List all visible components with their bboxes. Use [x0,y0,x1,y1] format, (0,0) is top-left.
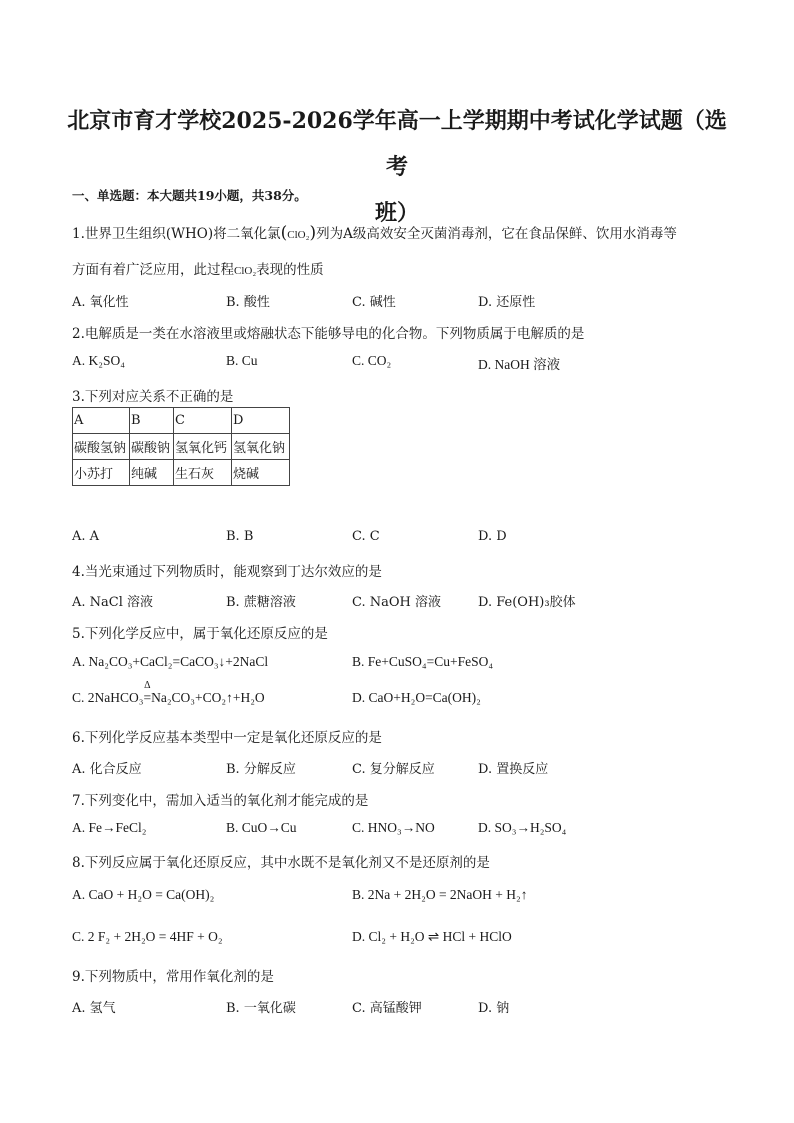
heat-symbol: Δ [144,680,151,691]
q9-option-c: C. 高锰酸钾 [352,1001,422,1016]
table-row [73,434,290,460]
title-line-2: 班） [374,200,419,226]
q6-option-b: B. 分解反应 [226,762,296,777]
question-9-stem: 9.下列物质中，常用作氧化剂的是 [72,969,274,985]
q4-option-c: C. NaOH 溶液 [352,595,442,610]
q7-option-a: A. Fe→FeCl₂ [72,820,147,835]
q4-option-d: D. Fe(OH)₃胶体 [478,595,576,610]
table-cell: 氢氧化钙 [174,434,232,460]
table-cell: D [232,408,290,434]
q3-option-a: A. A [72,529,100,544]
table-cell: B [130,408,174,434]
q5-option-c: C. 2NaHCO₃ Δ =Na₂CO₃+CO₂↑+H₂O [72,680,265,705]
q3-option-d: D. D [478,529,507,544]
question-1-stem: 1.世界卫生组织(WHO)将二氧化氯(ClO₂)列为A级高效安全灭菌消毒剂，它在食品保鲜、饮用水消毒等 [72,223,677,243]
q2-option-b: B. Cu [226,353,258,368]
q2-option-d: D. NaOH 溶液 [478,357,561,372]
question-5-stem: 5.下列化学反应中，属于氧化还原反应的是 [72,626,328,642]
q8-option-d: D. Cl₂ + H₂O ⇌ HCl + HClO [352,929,512,944]
question-3-stem: 3.下列对应关系不正确的是 [72,389,234,405]
table-cell: 生石灰 [174,460,232,486]
table-cell: 烧碱 [232,460,290,486]
section-heading: 一、单选题：本大题共19小题，共38分。 [72,188,307,203]
question-7-stem: 7.下列变化中，需加入适当的氧化剂才能完成的是 [72,793,369,809]
question-8-stem: 8.下列反应属于氧化还原反应，其中水既不是氧化剂又不是还原剂的是 [72,855,490,871]
title-line-1: 北京市育才学校2025-2026学年高一上学期期中考试化学试题（选考 [67,108,727,180]
q8-option-b: B. 2Na + 2H₂O = 2NaOH + H₂↑ [352,887,528,902]
table-cell: 纯碱 [130,460,174,486]
q6-option-c: C. 复分解反应 [352,762,435,777]
q9-option-a: A. 氢气 [72,1001,116,1016]
q2-option-a: A. K₂SO₄ [72,353,125,368]
q1-option-a: A. 氧化性 [72,295,129,310]
q3-option-b: B. B [226,529,254,544]
q5-option-a: A. Na₂CO₃+CaCl₂=CaCO₃↓+2NaCl [72,654,269,669]
question-6-stem: 6.下列化学反应基本类型中一定是氧化还原反应的是 [72,730,382,746]
table-cell: 小苏打 [73,460,130,486]
q4-option-a: A. NaCl 溶液 [72,595,154,610]
q7-option-d: D. SO₃→H₂SO₄ [478,820,567,835]
page-title [60,98,734,236]
q8-option-c: C. 2 F₂ + 2H₂O = 4HF + O₂ [72,929,223,944]
table-cell: 碳酸氢钠 [73,434,130,460]
q8-option-a: A. CaO + H₂O = Ca(OH)₂ [72,887,215,902]
question-3-table [72,407,290,486]
q6-option-d: D. 置换反应 [478,762,549,777]
table-row [73,408,290,434]
q9-option-b: B. 一氧化碳 [226,1001,296,1016]
q1-option-b: B. 酸性 [226,295,270,310]
question-2-stem: 2.电解质是一类在水溶液里或熔融状态下能够导电的化合物。下列物质属于电解质的是 [72,326,585,342]
table-row [73,460,290,486]
q7-option-b: B. CuO→Cu [226,820,297,835]
question-1-stem-line2: 方面有着广泛应用，此过程ClO₂表现的性质 [72,262,324,278]
q3-option-c: C. C [352,529,380,544]
table-cell: 碳酸钠 [130,434,174,460]
q1-option-c: C. 碱性 [352,295,396,310]
question-4-stem: 4.当光束通过下列物质时，能观察到丁达尔效应的是 [72,564,382,580]
q1-option-d: D. 还原性 [478,295,536,310]
q7-option-c: C. HNO₃→NO [352,820,435,835]
q4-option-b: B. 蔗糖溶液 [226,595,296,610]
q5-option-d: D. CaO+H₂O=Ca(OH)₂ [352,690,481,705]
q6-option-a: A. 化合反应 [72,762,142,777]
q5-option-b: B. Fe+CuSO₄=Cu+FeSO₄ [352,654,494,669]
q9-option-d: D. 钠 [478,1001,510,1016]
q2-option-c: C. CO₂ [352,353,392,368]
table-cell: 氢氧化钠 [232,434,290,460]
table-cell: A [73,408,130,434]
table-cell: C [174,408,232,434]
